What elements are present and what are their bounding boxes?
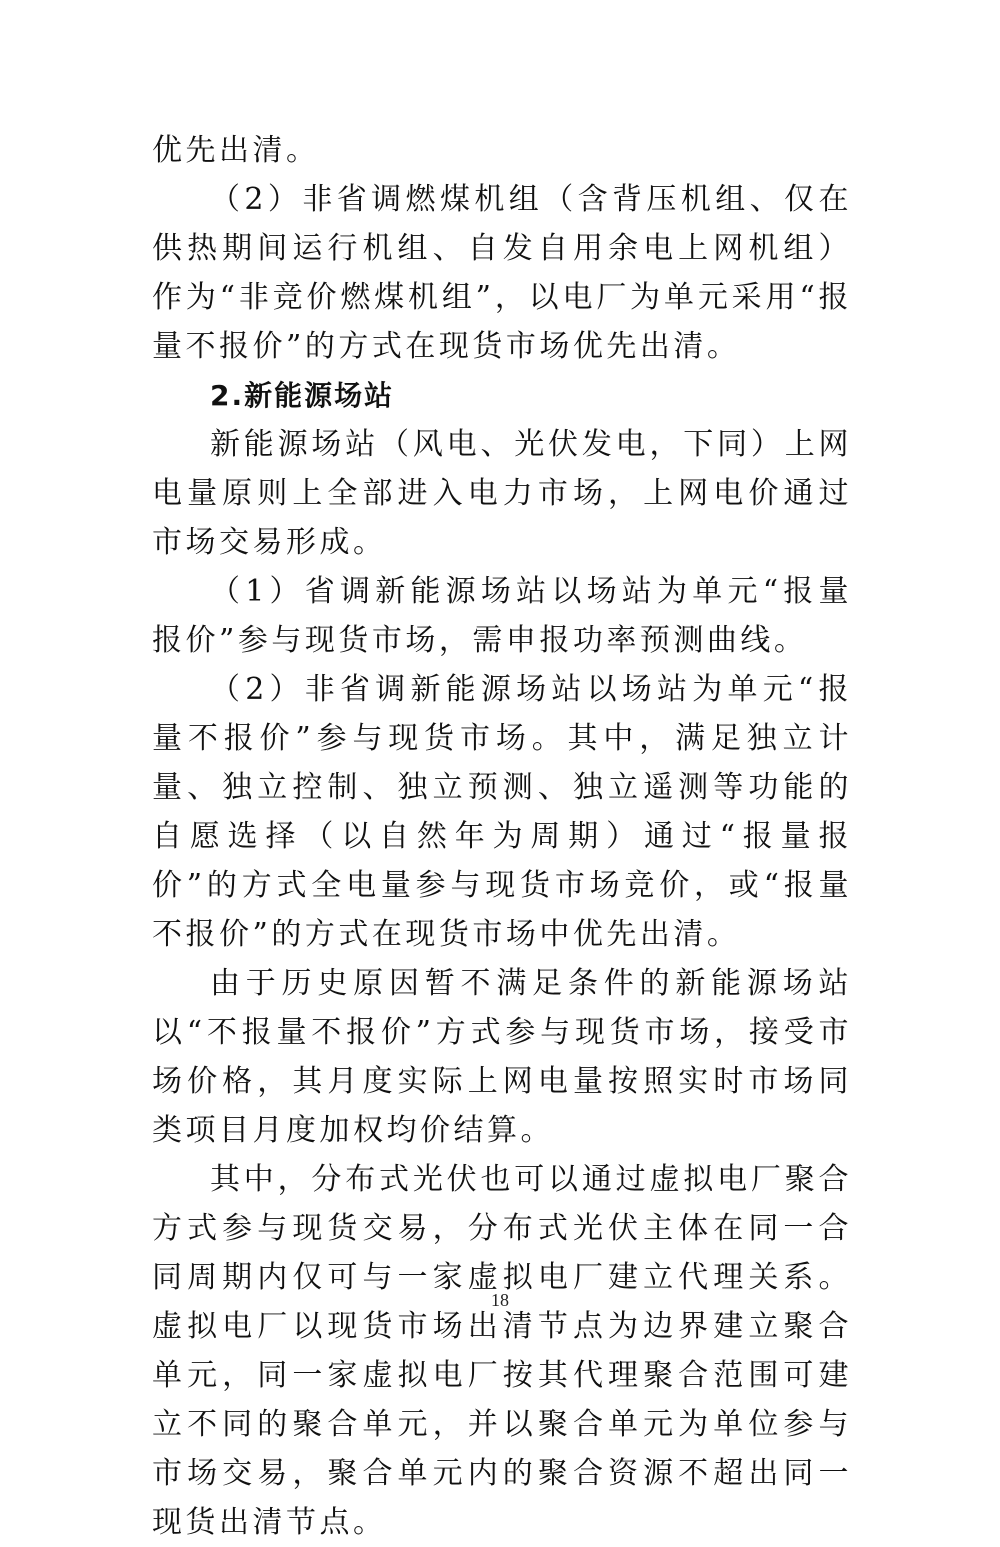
section-heading-new-energy-stations: 2.新能源场站 <box>210 379 395 412</box>
document-body <box>152 126 852 1547</box>
paragraph-non-provincial-new-energy: （2）非省调新能源场站以场站为单元“报量不报价”参与现货市场。其中，满足独立计量、独立控制、独立预测、独立遥测等功能的自愿选择（以自然年为周期）通过“报量报价”的方式全电量参与现货市场竞价，或“报量不报价”的方式在现货市场中优先出清。 <box>152 672 852 952</box>
paragraph-distributed-pv-virtual-plant: 其中，分布式光伏也可以通过虚拟电厂聚合方式参与现货交易，分布式光伏主体在同一合同周期内仅可与一家虚拟电厂建立代理关系。虚拟电厂以现货市场出清节点为边界建立聚合单元，同一家虚拟电厂按其代理聚合范围可建立不同的聚合单元，并以聚合单元为单位参与市场交易，聚合单元内的聚合资源不超出同一现货出清节点。 <box>152 1162 852 1540</box>
page-number: 18 <box>491 1290 509 1310</box>
paragraph-non-dispatched-coal-units: （2）非省调燃煤机组（含背压机组、仅在供热期间运行机组、自发自用余电上网机组）作为“非竞价燃煤机组”，以电厂为单元采用“报量不报价”的方式在现货市场优先出清。 <box>152 182 852 364</box>
paragraph-continuation: 优先出清。 <box>152 133 320 168</box>
paragraph-provincial-new-energy: （1）省调新能源场站以场站为单元“报量报价”参与现货市场，需申报功率预测曲线。 <box>152 574 852 658</box>
paragraph-new-energy-overview: 新能源场站（风电、光伏发电，下同）上网电量原则上全部进入电力市场，上网电价通过市场交易形成。 <box>152 427 852 560</box>
paragraph-historical-reasons: 由于历史原因暂不满足条件的新能源场站以“不报量不报价”方式参与现货市场，接受市场价格，其月度实际上网电量按照实时市场同类项目月度加权均价结算。 <box>152 966 852 1148</box>
